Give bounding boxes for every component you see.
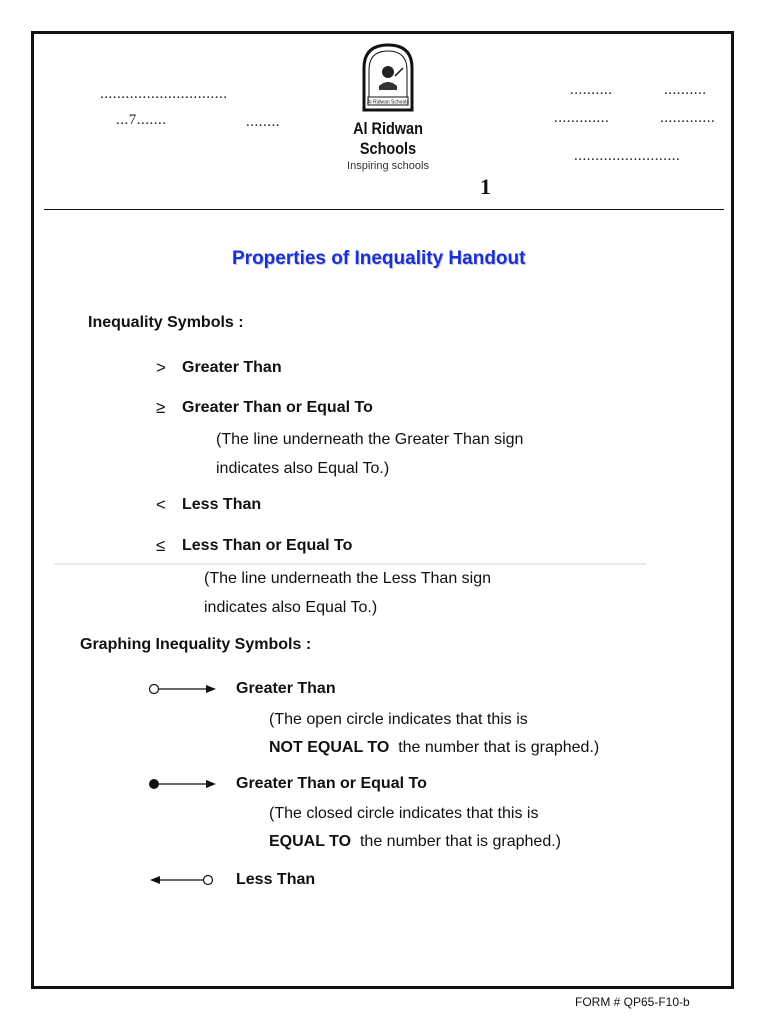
fill-in-line: ...7....... xyxy=(116,112,167,128)
fill-in-line: ......................... xyxy=(574,148,681,164)
less-equal-symbol: ≤ xyxy=(156,536,166,555)
note-line: (The open circle indicates that this is xyxy=(269,711,528,728)
note-text: the number that is graphed.) xyxy=(398,739,600,756)
graph-note xyxy=(269,800,561,856)
graph-label: Greater Than xyxy=(236,680,336,697)
section-heading: Graphing Inequality Symbols : xyxy=(80,636,312,653)
symbol-label: Less Than or Equal To xyxy=(182,537,353,554)
symbol-row xyxy=(156,398,373,418)
graph-row xyxy=(148,775,427,793)
note-line xyxy=(269,828,561,856)
school-tagline: Inspiring schools xyxy=(347,160,429,172)
note-line: indicates also Equal To.) xyxy=(204,599,378,616)
symbol-label: Greater Than or Equal To xyxy=(182,399,373,416)
greater-than-symbol: > xyxy=(156,358,166,377)
fill-in-line: .......... xyxy=(664,82,707,98)
open-circle-right-arrow-icon xyxy=(148,682,218,696)
symbol-note xyxy=(204,564,491,622)
note-line: (The line underneath the Greater Than sign xyxy=(216,431,524,448)
symbol-row xyxy=(156,495,261,515)
graph-note xyxy=(269,706,599,762)
fill-in-line: .............................. xyxy=(100,86,228,102)
note-line: indicates also Equal To.) xyxy=(216,460,390,477)
section-heading: Inequality Symbols : xyxy=(88,314,244,331)
graph-label: Less Than xyxy=(236,871,316,888)
fill-in-line: .......... xyxy=(570,82,613,98)
note-emphasis: EQUAL TO xyxy=(269,833,352,850)
note-line: (The closed circle indicates that this is xyxy=(269,805,539,822)
left-arrow-open-circle-icon xyxy=(148,873,218,887)
symbol-row xyxy=(156,358,282,378)
less-than-symbol: < xyxy=(156,495,166,514)
fill-in-line: ........ xyxy=(246,114,280,130)
note-line: (The line underneath the Less Than sign xyxy=(204,570,492,587)
form-code: FORM # QP65-F10-b xyxy=(575,995,690,1009)
graph-row xyxy=(148,871,315,889)
svg-text:Al Ridwan Schools: Al Ridwan Schools xyxy=(367,99,409,106)
note-emphasis: NOT EQUAL TO xyxy=(269,739,390,756)
note-line xyxy=(269,734,599,762)
school-name: Al Ridwan Schools xyxy=(353,119,423,158)
note-text: the number that is graphed.) xyxy=(359,833,561,850)
graph-label: Greater Than or Equal To xyxy=(236,775,427,792)
symbol-note xyxy=(216,425,523,483)
symbol-row xyxy=(156,536,352,556)
graph-row xyxy=(148,680,336,698)
symbol-label: Greater Than xyxy=(182,359,282,376)
symbol-label: Less Than xyxy=(182,496,262,513)
greater-equal-symbol: ≥ xyxy=(156,398,166,417)
page-title: Properties of Inequality Handout xyxy=(232,248,526,269)
page-number: 1 xyxy=(480,174,491,199)
closed-circle-right-arrow-icon xyxy=(148,777,218,791)
fill-in-line: ............. xyxy=(660,110,716,126)
school-crest-icon xyxy=(361,42,415,112)
header-divider xyxy=(44,209,724,210)
fill-in-line: ............. xyxy=(554,110,610,126)
school-logo xyxy=(318,42,458,172)
